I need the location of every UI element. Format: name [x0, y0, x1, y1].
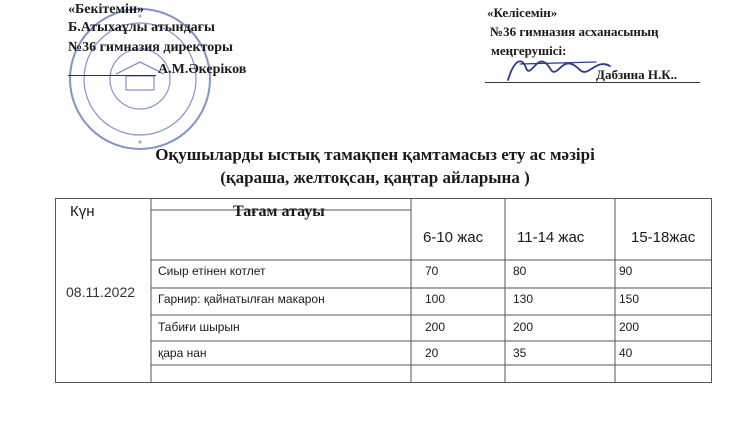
table-row-3-age1: 200: [425, 320, 446, 334]
table-row-1-age1: 70: [425, 264, 439, 278]
table-row-4-age3: 40: [619, 346, 633, 360]
agreed-signer-name: Дабзина Н.К..: [596, 67, 678, 82]
table-row-3-dish: Табиғи шырын: [158, 320, 240, 334]
menu-title: Оқушыларды ыстық тамақпен қамтамасыз ету ас мәзірі: [155, 145, 595, 164]
approval-school-name: Б.Атыхаұлы атындағы: [68, 20, 215, 35]
table-row-1-age2: 80: [513, 264, 527, 278]
table-row-1-dish: Сиыр етінен котлет: [158, 264, 266, 278]
approval-heading: «Бекітемін»: [68, 2, 145, 17]
table-row-2-age1: 100: [425, 292, 446, 306]
header-age-15-18: 15-18жас: [631, 229, 696, 246]
table-row-1-age3: 90: [619, 264, 633, 278]
header-age-6-10: 6-10 жас: [423, 229, 484, 246]
menu-subtitle: (қараша, желтоқсан, қаңтар айларына ): [220, 168, 530, 187]
header-age-11-14: 11-14 жас: [517, 229, 585, 246]
menu-table-grid: [55, 198, 712, 383]
table-row-3-age3: 200: [619, 320, 640, 334]
agreed-canteen: №36 гимназия асханасының: [490, 24, 659, 39]
agreed-heading: «Келісемін»: [487, 5, 558, 20]
approval-signature-line: [68, 75, 156, 76]
table-row-2-age3: 150: [619, 292, 640, 306]
menu-date: 08.11.2022: [66, 284, 136, 300]
agreed-position: меңгерушісі:: [491, 43, 567, 58]
approval-signer-name: А.М.Әкеріков: [158, 62, 247, 77]
table-row-4-dish: қара нан: [158, 346, 207, 360]
header-dish: Тағам атауы: [233, 203, 325, 220]
table-row-4-age1: 20: [425, 346, 439, 360]
table-row-3-age2: 200: [513, 320, 534, 334]
table-row-2-dish: Гарнир: қайнатылған макарон: [158, 292, 325, 306]
header-day: Күн: [70, 203, 95, 220]
table-row-2-age2: 130: [513, 292, 534, 306]
table-row-4-age2: 35: [513, 346, 527, 360]
approval-position: №36 гимназия директоры: [68, 40, 233, 55]
